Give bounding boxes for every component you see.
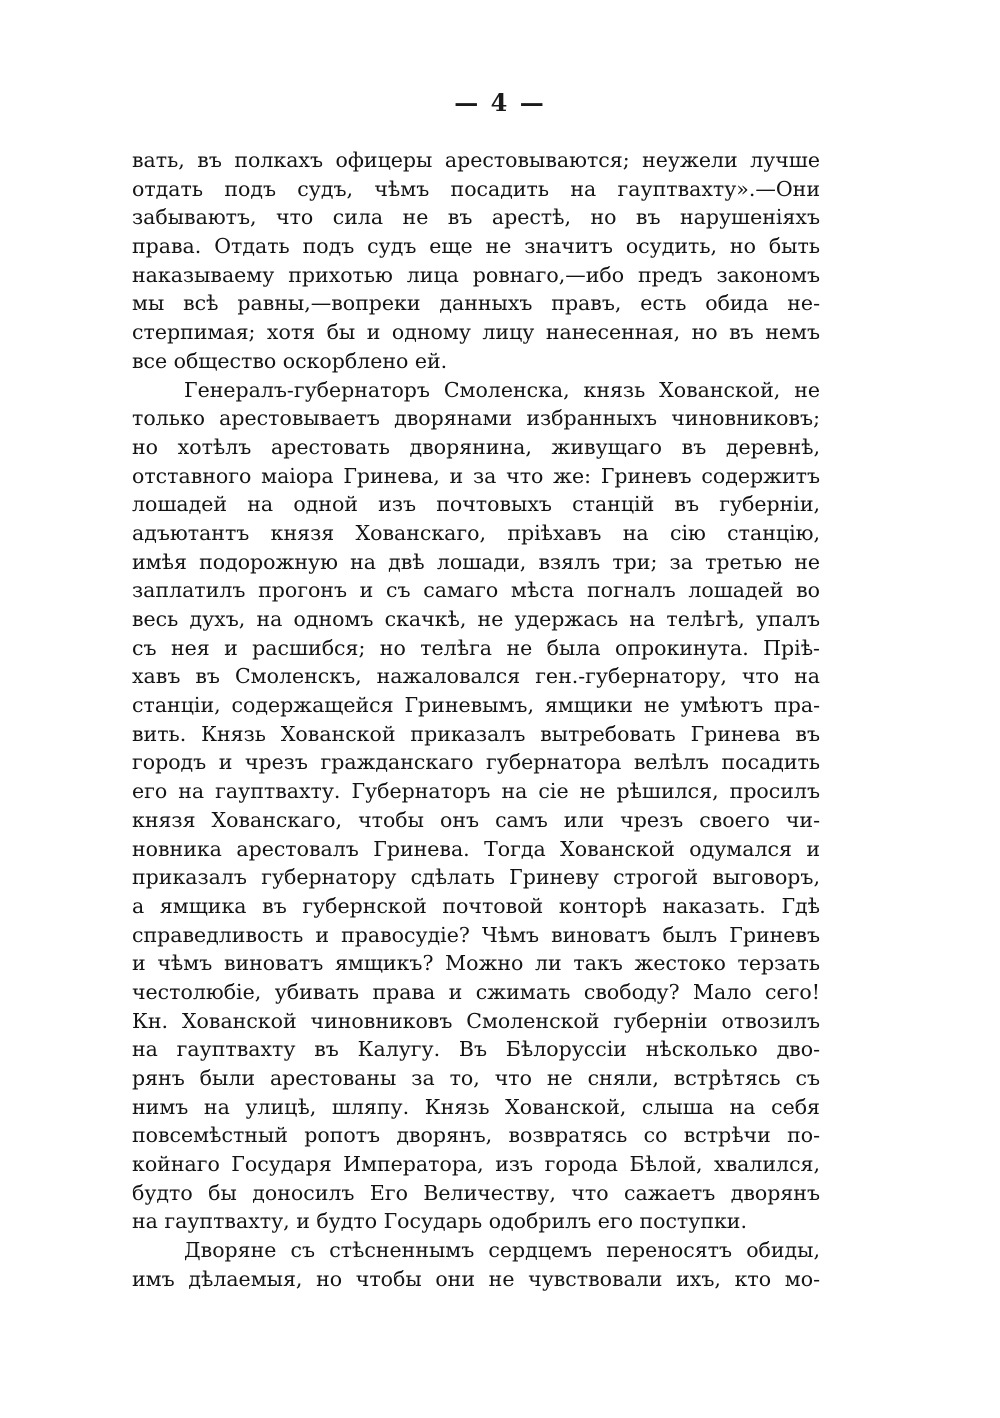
text-line: все общество оскорблено ей. [132,348,448,373]
text-line: лошадей на одной изъ почтовыхъ станцій въ губерніи, [132,492,820,517]
text-line: вить. Князь Хованской приказалъ вытребовать Гринева въ [132,721,820,746]
text-line: честолюбіе, убивать права и сжимать свободу? Мало сего! [132,979,820,1004]
text-line: на гауптвахту въ Калугу. Въ Бѣлоруссіи нѣсколько дво- [132,1037,820,1062]
text-line: отдать подъ судъ, чѣмъ посадить на гауптвахту».—Они [132,176,820,201]
text-line: его на гауптвахту. Губернаторъ на сіе не рѣшился, просилъ [132,779,820,804]
text-line: Кн. Хованской чиновниковъ Смоленской губерніи отвозилъ [132,1008,820,1033]
text-line: только арестовываетъ дворянами избранныхъ чиновниковъ; [132,406,820,431]
text-line: наказываему прихотью лица ровнаго,—ибо предъ закономъ [132,262,820,287]
text-line: Генералъ-губернаторъ Смоленска, князь Хованской, не [184,377,820,402]
text-line: имъ дѣлаемыя, но чтобы они не чувствовали ихъ, кто мо- [132,1266,820,1291]
text-line: койнаго Государя Императора, изъ города Бѣлой, хвалился, [132,1152,820,1177]
text-line: приказалъ губернатору сдѣлать Гриневу строгой выговоръ, [132,865,820,890]
text-line: новника арестовалъ Гринева. Тогда Хованской одумался и [132,836,820,861]
text-line: стерпимая; хотя бы и одному лицу нанесенная, но въ немъ [132,320,820,345]
text-line: забываютъ, что сила не въ арестѣ, но въ нарушеніяхъ [132,205,820,230]
text-line: а ямщика въ губернской почтовой конторѣ наказать. Гдѣ [132,893,820,918]
text-line: имѣя подорожную на двѣ лошади, взялъ три; за третью не [132,549,820,574]
text-line: повсемѣстный ропотъ дворянъ, возвратясь со встрѣчи по- [132,1123,820,1148]
text-line: мы всѣ равны,—вопреки данныхъ правъ, есть обида не- [132,291,820,316]
text-line: городъ и чрезъ гражданскаго губернатора велѣлъ посадить [132,750,820,775]
text-line: съ нея и расшибся; но телѣга не была опрокинута. Пріѣ- [132,635,820,660]
text-line: заплатилъ прогонъ и съ самаго мѣста погналъ лошадей во [132,578,820,603]
text-line: вать, въ полкахъ офицеры арестовываются; неужели лучше [132,148,820,172]
text-line: но хотѣлъ арестовать дворянина, живущаго въ деревнѣ, [132,434,820,459]
text-line: Дворяне съ стѣсненнымъ сердцемъ переносятъ обиды, [184,1238,820,1263]
text-line: князя Хованскаго, чтобы онъ самъ или чрезъ своего чи- [132,807,820,832]
text-line: рянъ были арестованы за то, что не сняли, встрѣтясь съ [132,1066,820,1090]
body-text [132,146,820,1294]
page-number: — 4 — [454,88,546,117]
text-line: весь духъ, на одномъ скачкѣ, не удержась на телѣгѣ, упалъ [132,607,820,631]
text-line: и чѣмъ виноватъ ямщикъ? Можно ли такъ жестоко терзать [132,951,820,976]
text-line: станціи, содержащейся Гриневымъ, ямщики не умѣютъ пра- [132,693,820,718]
text-line: адъютантъ князя Хованскаго, пріѣхавъ на сію станцію, [132,520,820,545]
text-line: будто бы доносилъ Его Величеству, что сажаетъ дворянъ [132,1180,820,1205]
text-line: хавъ въ Смоленскъ, нажаловался ген.-губернатору, что на [132,664,820,689]
text-line: права. Отдать подъ судъ еще не значитъ осудить, но быть [132,234,820,259]
text-line: на гауптвахту, и будто Государь одобрилъ его поступки. [132,1209,747,1234]
text-line: отставного маіора Гринева, и за что же: Гриневъ содержитъ [132,463,820,488]
text-line: нимъ на улицѣ, шляпу. Князь Хованской, слыша на себя [132,1094,820,1119]
text-line: справедливость и правосудіе? Чѣмъ виноватъ былъ Гриневъ [132,922,820,947]
